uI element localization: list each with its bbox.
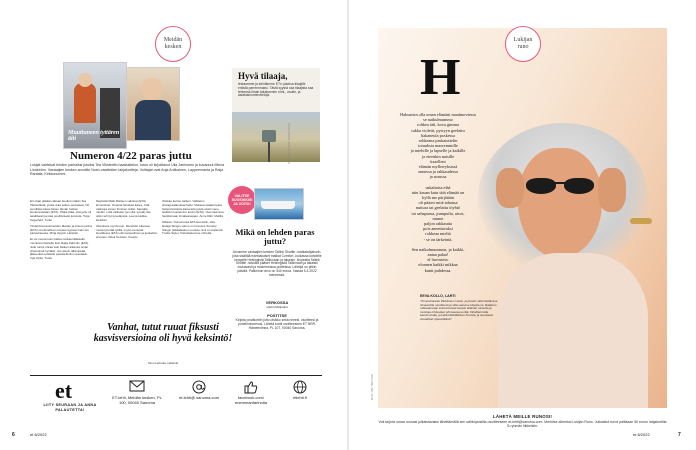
poem-line: kunti puhdessa. bbox=[424, 267, 452, 273]
poem-line: nuttura tai geelattu töyhtö bbox=[415, 205, 461, 211]
poem-line: itsaelleni bbox=[430, 158, 446, 164]
woman-hand-right bbox=[598, 168, 626, 212]
woman-face bbox=[518, 148, 602, 258]
poem-line: pois annettavaksi bbox=[423, 226, 453, 232]
poem-line: rohkea tätì, kova gimma bbox=[417, 122, 459, 128]
poem-line: tukka violetti, pystyyn geelattu bbox=[411, 127, 465, 133]
poem-line: elämän myllerryksissä bbox=[418, 164, 458, 170]
right-page-number: 7 bbox=[678, 432, 681, 438]
globe-icon bbox=[282, 380, 318, 394]
reader-comment: Olkaisu: Numerossa ETA kemottiin, että laulaja Stingin vaimo on Frances Tomelty. Stingin pitkäaikainen puoliso nimi on kuitenkin Trudie Styler. Pahoittelemme virhettä. bbox=[162, 219, 224, 236]
cover-person-head bbox=[78, 73, 92, 87]
mail-icon bbox=[112, 380, 162, 392]
footer-item-text: et-lehti@ sanoma.com bbox=[178, 395, 220, 400]
poem-line: ja eteenkin naisille bbox=[421, 153, 455, 159]
footer-item-web[interactable] bbox=[282, 380, 318, 400]
pull-quote-author: Tanu Lehvola, Helsinki bbox=[147, 361, 179, 365]
poem-line: antaa palaa! bbox=[427, 252, 449, 258]
footer-rule-top bbox=[30, 375, 322, 376]
ship-hull bbox=[261, 201, 295, 209]
poem-line: tai sahapurua, pumpulia, aivot, bbox=[411, 210, 465, 216]
magazine-cover-main bbox=[63, 62, 127, 149]
poem-line: hakaneula poskessa bbox=[421, 132, 455, 138]
subscriber-box-title: Hyvä tilaaja, bbox=[238, 71, 288, 81]
at-sign-icon bbox=[176, 380, 222, 394]
reader-comment: Näytteliä Matti Ristisen valinnat (ETA) kinnostivat. Omaina faivskas lukea, mitä valintoja toinen ihminen tekisi. Samalla miettin, mitä valitsisin (ja mitä. syistä) itse olisin tehnyt kyseläyssä. Leena Hokka, Helsinki bbox=[96, 199, 151, 222]
magazine-cover-inset bbox=[126, 67, 180, 141]
poem-line: el luovuteta. bbox=[427, 257, 449, 263]
footer-item-text: ET-lehti, Meidän kesken, PL 100, 00040 Sanoma bbox=[112, 395, 162, 405]
poem-line: ja surussa bbox=[429, 174, 447, 180]
vote-text: Arvomme vastaajien kesken Tallink Shuttle -matkalahjakorin, joka sisältää edestakaiset matkat Comfort -luokassa kahdelle hengelle Helsingistä Tallinnaan ja takaisin. Nopealla Tallink Shuttle -laivoilla pääset Helsingistä Tallinnaan ja takaisin mukavasti ja moderneissa puitteissa. Lähtöjä on pitkin päivää. Palkinnon arvo on 340 euroa. Vastaa 5.4.2022 mennessä. bbox=[232, 250, 322, 277]
post-label: POSTITSE bbox=[267, 313, 287, 318]
sunglasses bbox=[526, 178, 596, 196]
cover-person-figure bbox=[74, 83, 96, 123]
poem-line: munot bbox=[432, 215, 444, 221]
inset-person-head bbox=[141, 78, 163, 100]
poem-line: elonnen kaikki mikkaa bbox=[418, 262, 458, 268]
inset-person-body bbox=[135, 100, 171, 140]
footer-logo: et bbox=[55, 378, 73, 403]
poem-line: - se on tärkeintä. bbox=[423, 236, 453, 242]
right-page-mag: et 6/2022 bbox=[633, 432, 650, 437]
poem-line: kyllä me pärjätään bbox=[422, 195, 454, 201]
online-url[interactable]: etlehti.fi/kilpailut bbox=[266, 305, 288, 309]
section-badge-label: Meidän kesken bbox=[163, 37, 183, 50]
poem-line: oli pääasi mitä tahansa bbox=[418, 200, 458, 206]
mailbox-shape bbox=[262, 130, 276, 142]
column-2 bbox=[96, 200, 158, 242]
poem-line: totuuksia maoremmille bbox=[418, 143, 458, 149]
reader-comment: Otsikko kertoo kaiken: Valittelun changosalatuksenhetki. Mukava saada tietoa helppohoitoista kasveista joista eivät mene sisäisiin kuoleminn kuviin (ETA). Huomaamma hankkimaan ilmakasvejaan. Anne Räti, Mellilä bbox=[162, 199, 224, 219]
send-poem-label: LÄHETÄ MEILLE RUNOSI! bbox=[492, 414, 553, 419]
footer-item-mail[interactable] bbox=[112, 380, 162, 405]
footer-follow-text: LIITY SEURAAN JA ANNA PALAUTETTA! bbox=[43, 403, 97, 412]
woman-body bbox=[498, 253, 648, 408]
ship-photo bbox=[254, 188, 304, 220]
section-badge-meidan-kesken bbox=[155, 26, 191, 62]
poem-line: se naikulmummo bbox=[423, 117, 453, 123]
reader-comment: Tinderissa tavanneiden Marjan ja Antero tarina (ETA) oli elimellinen kuvaus kypsemmän iän parisuhteesta. Mirja Oppoli, Helsinki bbox=[30, 223, 92, 236]
poem-line: uskaltaisa eläá bbox=[425, 184, 451, 190]
section-badge-lukijan-runo bbox=[505, 26, 541, 62]
post-text: Kirjoita postikortiin juttu otsikko sekä nimesi, osoitteesi ja puhelinnumerosi. Lähetä kortti osoitteeseen ET NRR, Hämeenlinna, PL 107, 00040 Sanoma. bbox=[235, 318, 319, 330]
thumbs-up-icon bbox=[226, 380, 276, 394]
vote-title: Mikä on lehden paras juttu? bbox=[235, 227, 315, 246]
reader-comment: Ei voi muuta kuin haltua nostaa tällaiselle monitoimimiehelle kuin Raija Kaherlin (ETA). Jolle tuntui uhraa vain kaiken aikansa oman yhteisönsä hyväksi. Jos aiuoin älkenpeää. jälkeenkä opiskelle pelastettimiin opestekin. Irpa Opilo, Turku bbox=[30, 237, 90, 261]
footer-item-email[interactable] bbox=[176, 380, 222, 400]
footer-item-facebook[interactable] bbox=[226, 380, 276, 405]
column-3 bbox=[162, 200, 224, 238]
poem-author-note: "Tomostinaaran Pärkkinen muisto, ja pluskin siitä riitettävä ja riimaamitta runollisesti ja siitä saamme kirjasta ne. Raidinen rohkeakuvaan kokoontuneet keveät. Elämän runoutta ja muistoja rohkeuden piti kasvaa ja tätä. Kiitollisimmilla kasvimunalla, ja keitä kiitetiläkkeen ilmoista, ja seuraavat Ameelliset ripaustötiksin" bbox=[420, 299, 498, 321]
subscriber-box-text: testaamme ja kehitämme ET:n jakelua tilaajille entistä parremmaksi. Tästä syystä osa tilaajista saa lehtensä ilman takakannen nimi-, osoite- ja asiakasnumerotietoja. bbox=[238, 82, 314, 98]
left-page-mag: et 6/2022 bbox=[30, 432, 47, 437]
section-badge-label: Lukijan runo bbox=[513, 37, 533, 50]
poem-line: Hahuaisin olla oman elämäni maalmoviessa bbox=[400, 112, 476, 117]
mailbox-post bbox=[268, 142, 270, 162]
pull-quote: Vanhat, tutut ruuat fiksusti kasvisversioina oli hyvä keksintö! bbox=[93, 322, 233, 344]
send-poem-text: Voit tarjota omaa runoasi julkaistavaksi lähettämällä sen sähköpostilla osoitteeseen et-lehti@sanoma.com. Merkitse aiheeksi Lukijan Runo. Julkaistut runot palkitaan 50 euron lahjakortilla S-ryhmän liikkeisiin. bbox=[378, 420, 667, 429]
poem-author: EEVA KOLLO, LAHTI bbox=[420, 294, 456, 298]
prize-sticker-label: VALITSE SUOSIKKISI JA VOITA! bbox=[231, 193, 253, 207]
left-page-number: 6 bbox=[12, 432, 15, 438]
drop-cap: H bbox=[420, 49, 461, 106]
intro-text: Lukijat valitsivat lehden parhaiksi jutuiksi Tea Vikstedtin haastattelun. Iutun oli kirjoittanut Ulla Janhonen ja kuvannut Minna Lindström. Vastaajien kesken arvottiin Nosh-vaatteiden lahjakortteja. Voittajat ovat Anja Antikainen, Lappeenranta ja Raija Rantala, Kirkkonummi. bbox=[30, 163, 225, 177]
poem-line: niin kauan kuin tätä elämää on bbox=[411, 189, 465, 195]
poem-line: Sen naikulmummon, ja kaikki, bbox=[411, 246, 465, 252]
hero-photo-credit: KUVA: SHUTTERSTOCK bbox=[372, 373, 374, 400]
online-label: VERKOSSA bbox=[265, 300, 289, 305]
poem-line: paljon rakkautta bbox=[424, 221, 452, 227]
poem-line: rohkeana paskatuttelin bbox=[418, 138, 458, 144]
reader-comment: Oleniksva myrrimuun. Murehdin lukevaa, mutta tyhmää työllä, myös menestä. Huvikkona (ETA) olisi tarpeellinen ja koskellon arvonen. Ritva Koivisto, Kuopio bbox=[96, 223, 158, 240]
poem-line: rohkeaa mieltä bbox=[425, 231, 451, 237]
magazine-cover-title: Muuttuneen tyttären äiti bbox=[68, 130, 120, 142]
footer-item-text: etlehti.fi bbox=[293, 395, 307, 400]
prize-sticker bbox=[228, 186, 256, 214]
bracelet bbox=[630, 218, 652, 224]
poem-line: onnessa ja rakkaudessa bbox=[418, 169, 458, 175]
subscriber-photo-credit: KUVA: MILLIARDOS / ADOBE STOCK bbox=[288, 122, 291, 164]
poem bbox=[386, 112, 490, 273]
poem-line: ja miehille ja lapselle ja kaikille bbox=[410, 148, 466, 154]
subscriber-box bbox=[232, 68, 320, 162]
mailbox-photo bbox=[232, 112, 320, 162]
woman-hand-left bbox=[496, 168, 524, 208]
headline: Numeron 4/22 paras juttu bbox=[70, 150, 192, 162]
column-1 bbox=[30, 200, 92, 263]
reader-comment: Eri ohjat pitkään aikaan kuullut mitään Tea Vikstedtistä, jonka uraa jotkus seuraavat. Oli surullista lukea hänen tämän hetken kuulumisistaan (ETA). Pitää pitää, että juttu oli asiallisesti ja joka positiivisesti koroista. Tuija Kegerfeld, Turku bbox=[30, 199, 92, 222]
spread-gutter bbox=[347, 0, 349, 450]
footer-item-text: facebook.com/ enemmantarinoita bbox=[234, 395, 268, 405]
